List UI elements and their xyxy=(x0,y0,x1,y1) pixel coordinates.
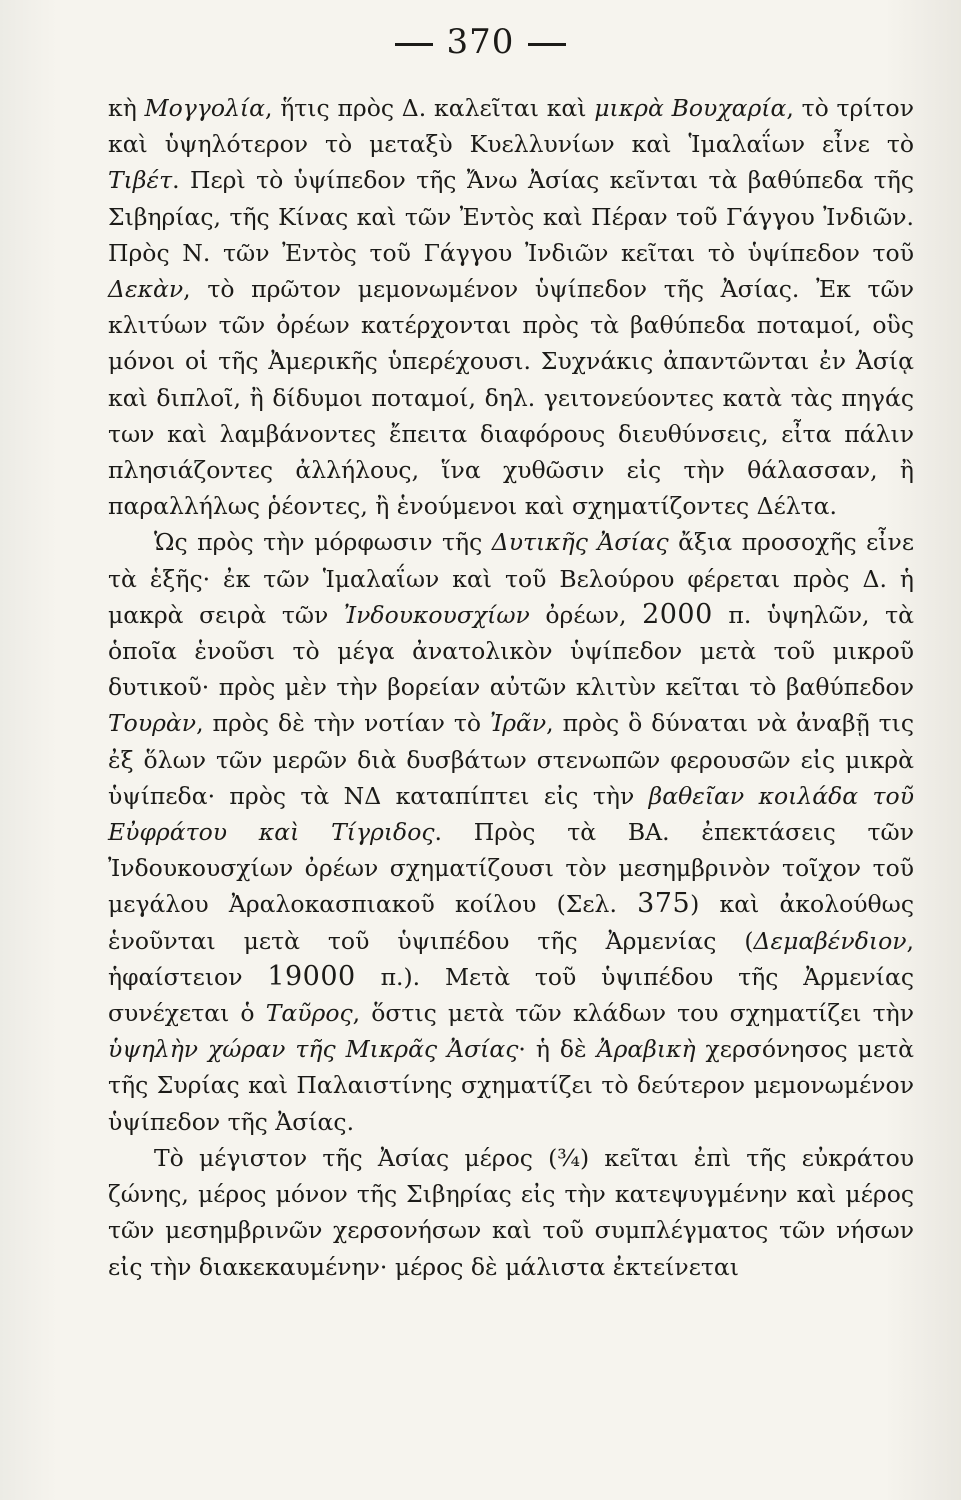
text-run: ὀρέων, xyxy=(529,600,643,629)
page-number: 370 xyxy=(446,22,515,62)
italic-term: Ἀραβικὴ xyxy=(596,1035,696,1064)
page-header xyxy=(0,22,961,62)
italic-term: Μογγολία xyxy=(144,94,265,122)
text-run: , τὸ πρῶτον μεμονωμένον ὑψίπεδον τῆς Ἀσίας. Ἐκ τῶν κλιτύων τῶν ὀρέων κατέρχονται πρὸς τὰ βαθύπεδα ποταμοί, οὓς μόνοι οἱ τῆς Ἀμερικῆς ὑπερέχουσι. Συχνάκις ἀπαντῶνται ἐν Ἀσίᾳ καὶ διπλοῖ, ἢ δίδυμοι ποταμοί, δηλ. γειτονεύοντες κατὰ τὰς πηγάς των καὶ λαμβάνοντες ἔπειτα διαφόρους διευθύνσεις, εἶτα πάλιν πλησιάζοντες ἀλλήλους, ἵνα χυθῶσιν εἰς τὴν θάλασσαν, ἢ παραλλήλως ῥέοντες, ἢ ἑνούμενοι καὶ σχηματίζοντες Δέλτα. xyxy=(108,275,914,521)
text-run: 2000 xyxy=(642,598,713,630)
header-dash-left xyxy=(395,43,433,46)
italic-term: Δεκὰν xyxy=(108,275,184,304)
text-run: π.). Μετὰ τοῦ ὑψιπέδου τῆς Ἀρμενίας συνέχεται ὁ xyxy=(108,962,914,1028)
italic-term: βαθεῖαν κοιλάδα τοῦ Εὐφράτου καὶ Τίγριδος xyxy=(108,781,914,847)
text-run: , ὅστις μετὰ τῶν κλάδων του σχηματίζει τὴν xyxy=(352,999,914,1028)
text-run: Τὸ μέγιστον τῆς Ἀσίας μέρος (¾) κεῖται ἐπὶ τῆς εὐκράτου ζώνης, μέρος μόνον τῆς Σιβηρίας εἰς τὴν κατεψυγμένην καὶ μέρος τῶν μεσημβρινῶν χερσονήσων καὶ τοῦ συμπλέγματος τῶν νήσων εἰς τὴν διακεκαυμένην· μέρος δὲ μάλιστα ἐκτείνεται xyxy=(108,1143,914,1281)
text-run: χερσόνησος μετὰ τῆς Συρίας καὶ Παλαιστίνης σχηματίζει τὸ δεύτερον μεμονωμένον ὑψίπεδον τῆς Ἀσίας. xyxy=(108,1035,914,1136)
italic-term: Τιβέτ xyxy=(108,166,173,195)
text-run: Ὡς πρὸς τὴν μόρφωσιν τῆς xyxy=(154,528,492,557)
italic-term: Δεμαβένδιον xyxy=(753,926,907,955)
text-run: , ἥτις πρὸς Δ. καλεῖται καὶ xyxy=(264,94,595,122)
italic-term: Ταῦρος xyxy=(265,999,353,1028)
text-run: 375 xyxy=(637,888,691,920)
text-run: , ἡφαίστειον xyxy=(108,926,914,991)
italic-term: Ἰνδουκουσχίων xyxy=(343,600,530,629)
header-dash-right xyxy=(528,43,566,46)
text-run: , πρὸς δὲ τὴν νοτίαν τὸ xyxy=(196,709,490,738)
text-run: κὴ xyxy=(108,94,145,122)
italic-term: Δυτικῆς Ἀσίας xyxy=(491,528,669,557)
italic-term: Τουρὰν xyxy=(108,709,197,738)
text-run: , τὸ τρίτον καὶ ὑψηλότερον τὸ μεταξὺ Κυελλυνίων καὶ Ἱμαλαΐων εἶνε τὸ xyxy=(108,94,914,159)
text-run: . Περὶ τὸ ὑψίπεδον τῆς Ἄνω Ἀσίας κεῖνται τὰ βαθύπεδα τῆς Σιβηρίας, τῆς Κίνας καὶ τῶν Ἐντὸς καὶ Πέραν τοῦ Γάγγου Ἰνδιῶν. Πρὸς Ν. τῶν Ἐντὸς τοῦ Γάγγου Ἰνδιῶν κεῖται τὸ ὑψίπεδον τοῦ xyxy=(108,166,914,267)
italic-term: μικρὰ Βουχαρία xyxy=(594,94,787,122)
italic-term: Ἰρᾶν xyxy=(489,709,547,738)
paragraph xyxy=(108,1140,914,1285)
text-run: 19000 xyxy=(267,960,356,992)
text-run: ) καὶ ἀκολούθως ἑνοῦνται μετὰ τοῦ ὑψιπέδου τῆς Ἀρμενίας ( xyxy=(108,890,915,955)
text-run: , πρὸς ὃ δύναται νὰ ἀναβῇ τις ἐξ ὅλων τῶν μερῶν διὰ δυσβάτων στενωπῶν φερουσῶν εἰς μικρὰ ὑψίπεδα· πρὸς τὰ ΝΔ καταπίπτει εἰς τὴν xyxy=(108,709,914,810)
italic-term: ὑψηλὴν χώραν τῆς Μικρᾶς Ἀσίας xyxy=(108,1035,519,1064)
body-text xyxy=(108,90,914,1285)
text-run: ἄξια προσοχῆς εἶνε τὰ ἑξῆς· ἐκ τῶν Ἱμαλαΐων καὶ τοῦ Βελούρου φέρεται πρὸς Δ. ἡ μακρὰ σειρὰ τῶν xyxy=(108,528,915,629)
paragraph xyxy=(108,524,914,1139)
paragraph xyxy=(108,90,914,524)
text-run: π. ὑψηλῶν, τὰ ὁποῖα ἑνοῦσι τὸ μέγα ἀνατολικὸν ὑψίπεδον μετὰ τοῦ μικροῦ δυτικοῦ· πρὸς μὲν τὴν βορείαν αὐτῶν κλιτὺν κεῖται τὸ βαθύπεδον xyxy=(108,600,914,702)
text-run: . Πρὸς τὰ ΒΑ. ἐπεκτάσεις τῶν Ἰνδουκουσχίων ὀρέων σχηματίζουσι τὸν μεσημβρινὸν τοῖχον τοῦ μεγάλου Ἀραλοκασπιακοῦ κοίλου (Σελ. xyxy=(108,818,914,919)
text-run: · ἡ δὲ xyxy=(518,1035,597,1064)
